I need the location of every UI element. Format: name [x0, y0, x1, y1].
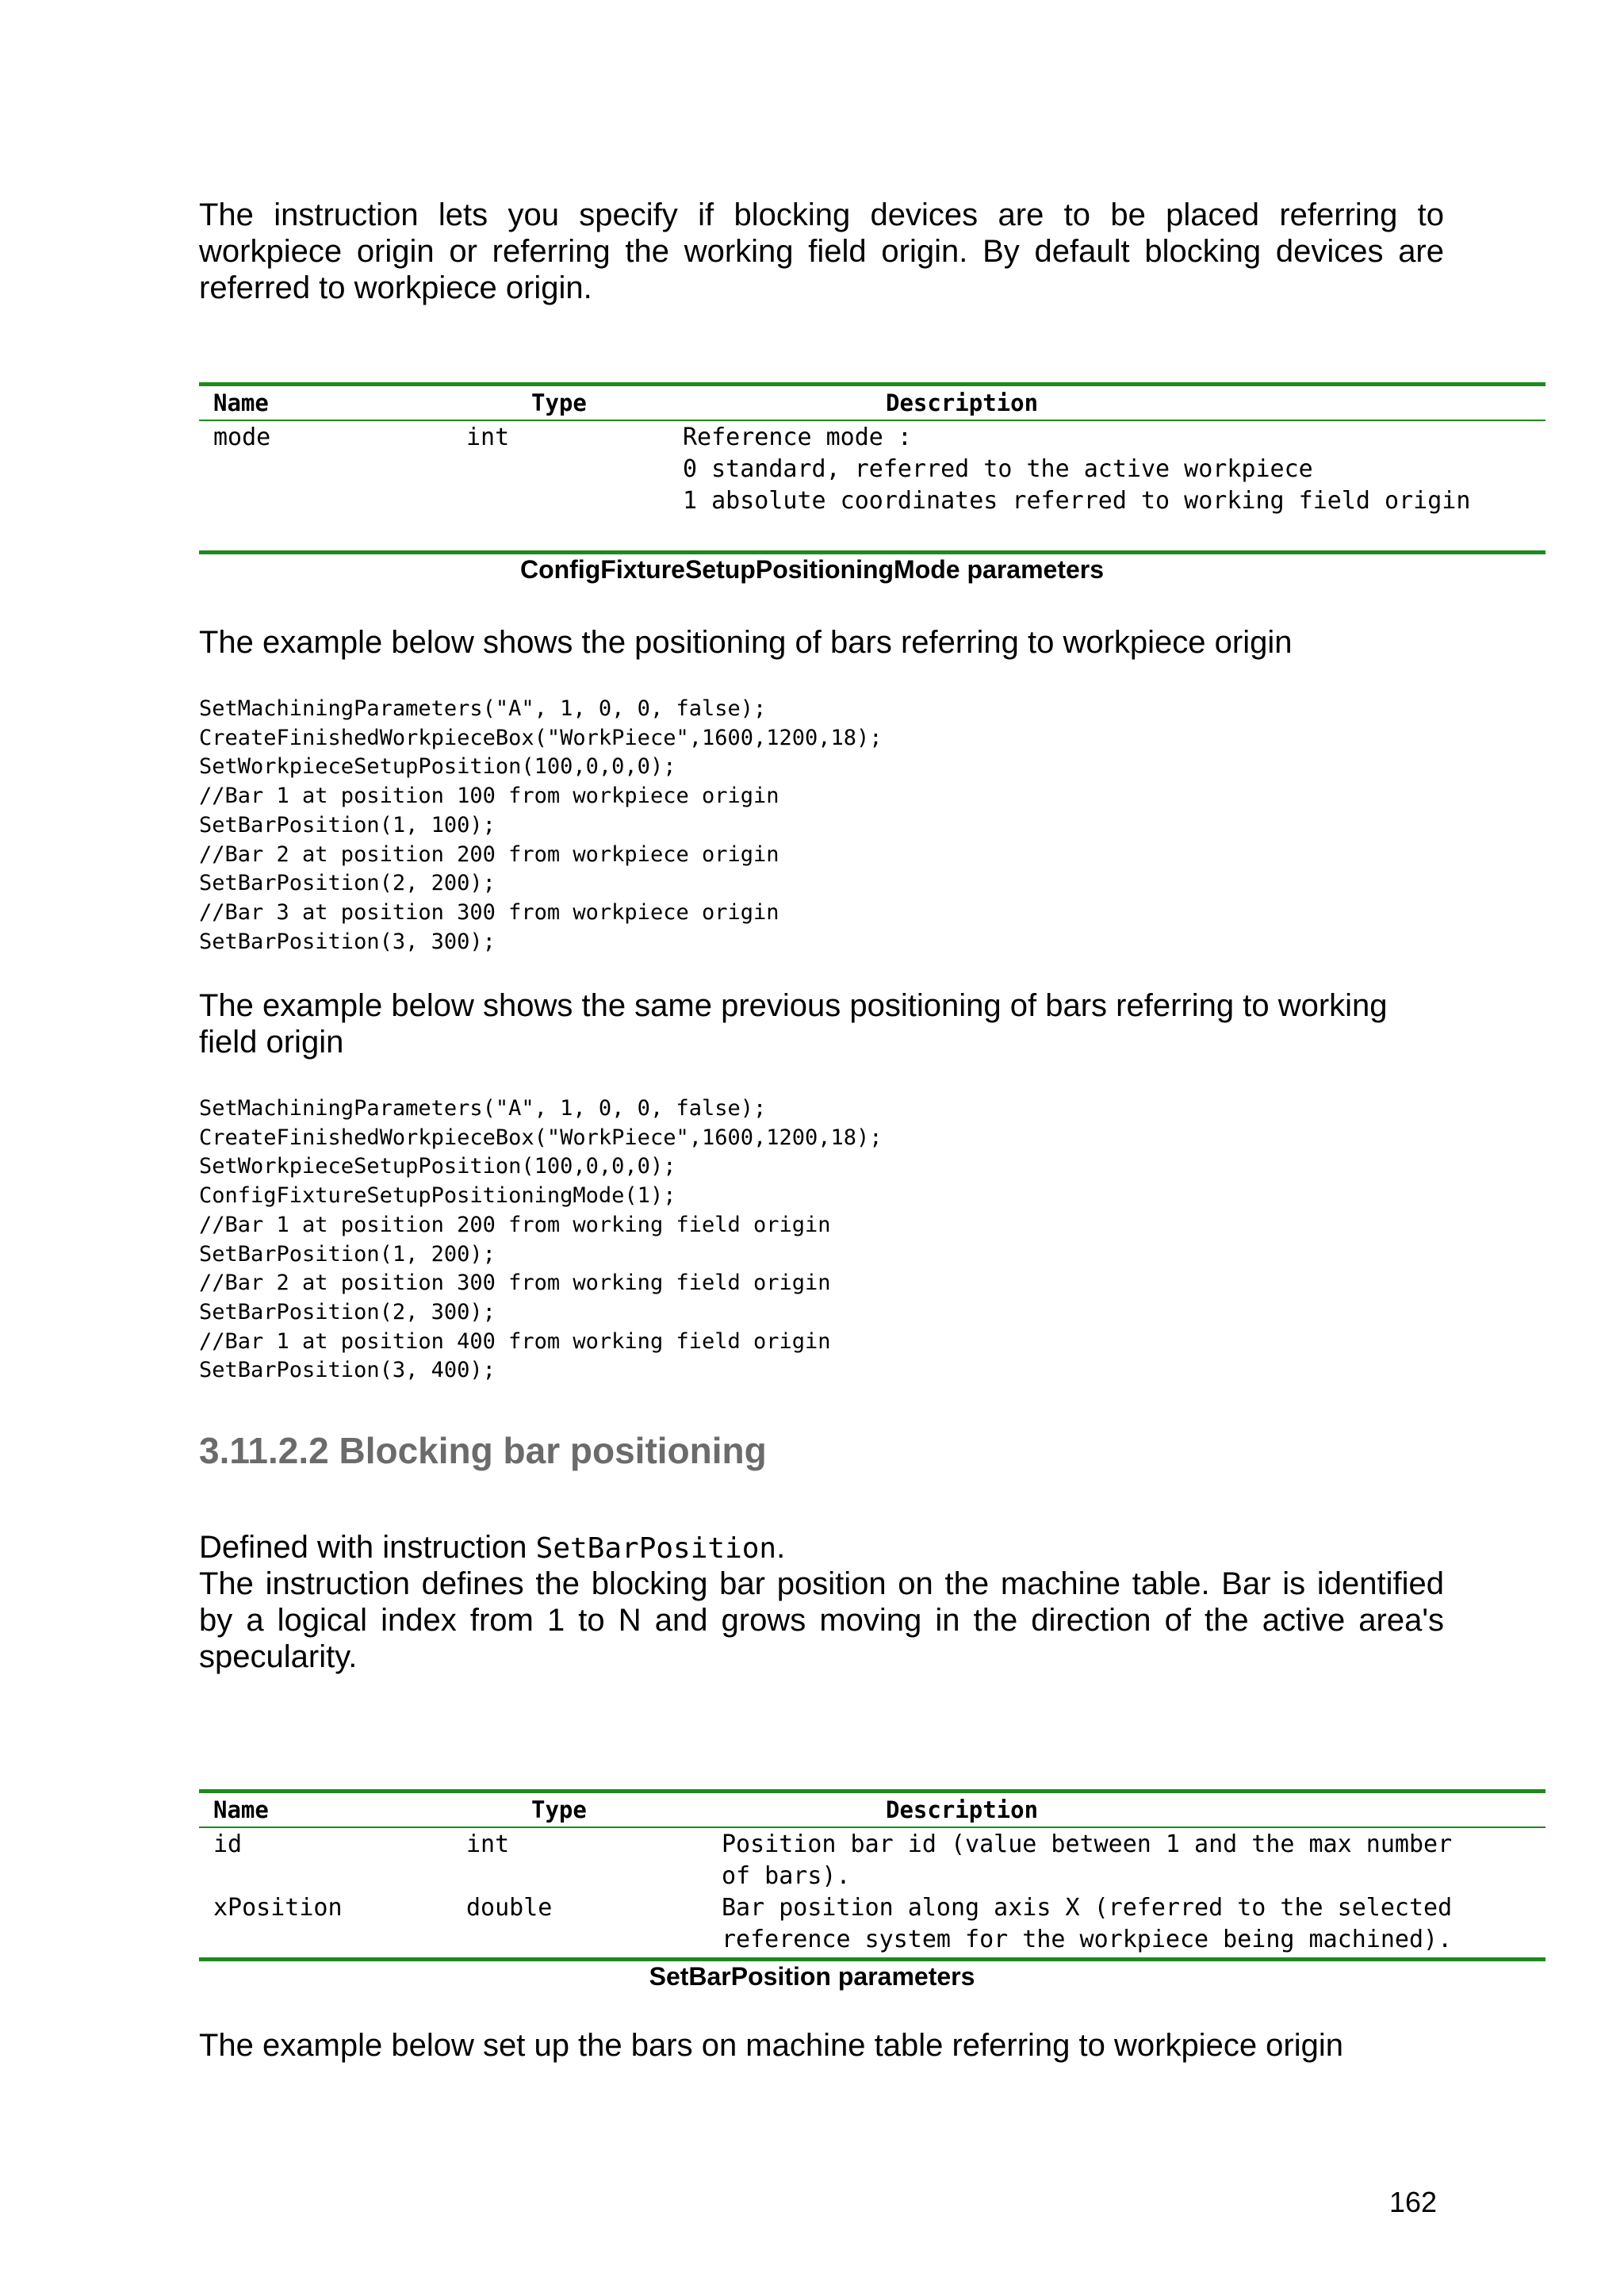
table2-row2-description: Bar position along axis X (referred to the selected reference system for the workpiece being machined).	[722, 1894, 1453, 1953]
inline-code-setbarposition: SetBarPosition	[535, 1532, 777, 1565]
table1-description-line: 0 standard, referred to the active workpiece	[683, 455, 1313, 483]
table1-row-description	[683, 422, 1470, 517]
table2-bottom-rule	[199, 1957, 1545, 1961]
table2-row1-name: id	[213, 1830, 243, 1858]
table1-description-line: 1 absolute coordinates referred to working field origin	[683, 487, 1471, 515]
table1-caption: ConfigFixtureSetupPositioningMode parameters	[519, 555, 1105, 584]
example3-intro: The example below set up the bars on machine table referring to workpiece origin	[199, 2028, 1344, 2063]
section-paragraph-1-suffix: .	[776, 1530, 786, 1565]
table2-top-rule	[199, 1789, 1545, 1793]
example1-code-block: SetMachiningParameters("A", 1, 0, 0, false); CreateFinishedWorkpieceBox("WorkPiece",1600,1200,18); SetWorkpieceSetupPosition(100,0,0,0); //Bar 1 at position 100 from workpiece origin SetBarPosition(1, 100); //Bar 2 at position 200 from workpiece origin SetBarPosition(2, 200); //Bar 3 at position 300 from workpiece origin SetBarPosition(3, 300);	[199, 696, 883, 954]
table2-caption: SetBarPosition parameters	[649, 1962, 975, 1991]
table1-header-type: Type	[531, 389, 587, 416]
table2-header-description: Description	[886, 1796, 1039, 1823]
table1-row-name: mode	[213, 424, 271, 451]
example2-intro: The example below shows the same previous positioning of bars referring to working field origin	[199, 988, 1388, 1060]
section-heading: 3.11.2.2 Blocking bar positioning	[199, 1430, 767, 1471]
table2-header-type: Type	[531, 1796, 587, 1823]
table2-row2-name: xPosition	[213, 1894, 343, 1922]
intro-paragraph: The instruction lets you specify if blocking devices are to be placed referring to workpiece origin or referring the working field origin. By default blocking devices are referred to workpiece origin.	[199, 197, 1444, 305]
table1-header-name: Name	[213, 389, 269, 416]
section-paragraph-1-prefix: Defined with instruction	[199, 1530, 536, 1565]
example2-code-block: SetMachiningParameters("A", 1, 0, 0, false); CreateFinishedWorkpieceBox("WorkPiece",1600,1200,18); SetWorkpieceSetupPosition(100,0,0,0); ConfigFixtureSetupPositioningMode(1); //Bar 1 at position 200 from working field origin SetBarPosition(1, 200); //Bar 2 at position 300 from working field origin SetBarPosition(2, 300); //Bar 1 at position 400 from working field origin SetBarPosition(3, 400);	[199, 1096, 883, 1383]
table1-description-line: Reference mode :	[683, 424, 912, 451]
table2-row2-type: double	[466, 1894, 553, 1922]
table1-header-description: Description	[886, 389, 1039, 416]
table1-header-rule	[199, 420, 1545, 421]
table1-bottom-rule	[199, 550, 1545, 554]
table2-header-name: Name	[213, 1796, 269, 1823]
example1-intro: The example below shows the positioning of bars referring to workpiece origin	[199, 625, 1293, 660]
table2-header-rule	[199, 1826, 1545, 1828]
table1-row-type: int	[466, 424, 510, 451]
table1-top-rule	[199, 382, 1545, 386]
table2-row1-type: int	[466, 1830, 510, 1858]
section-paragraph-2: The instruction defines the blocking bar position on the machine table. Bar is identified by a logical index from 1 to N and grows moving in the direction of the active area's specularity.	[199, 1566, 1444, 1674]
page-number: 162	[1389, 2186, 1438, 2218]
table2-row1-description: Position bar id (value between 1 and the max number of bars).	[722, 1830, 1453, 1890]
section-paragraph-1	[199, 1529, 785, 1567]
